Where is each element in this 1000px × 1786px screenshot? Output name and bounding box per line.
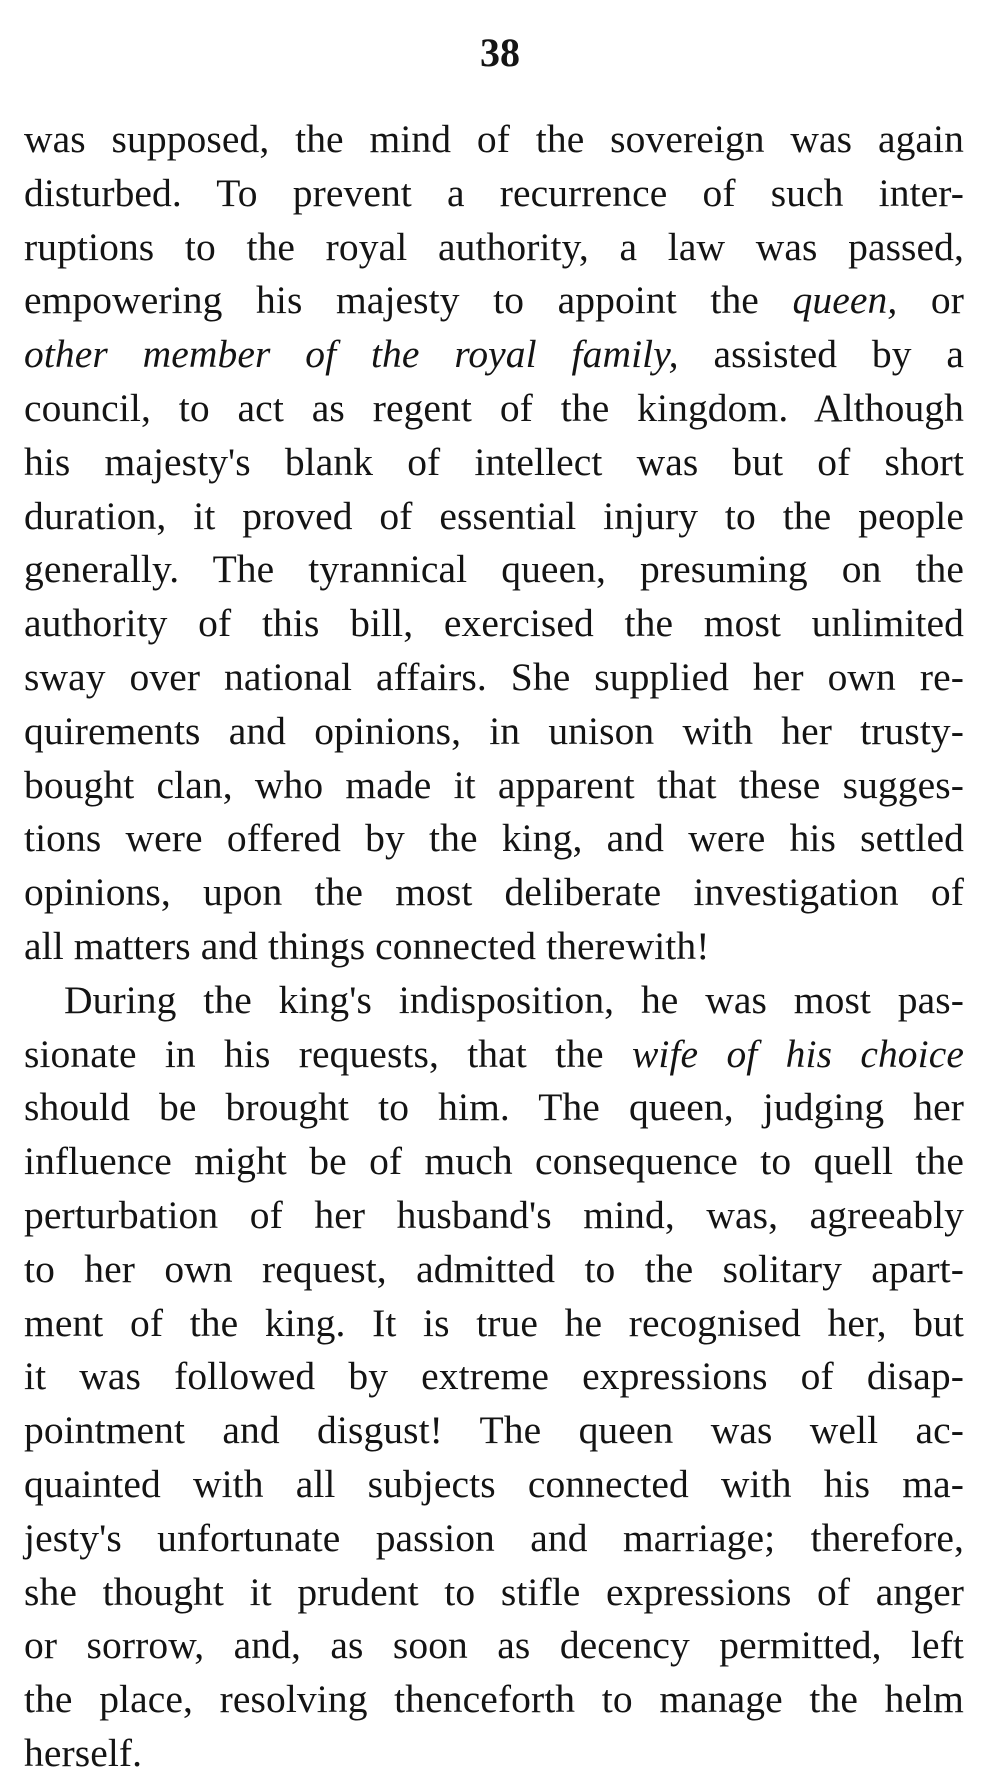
text-segment: it was followed by extreme expressions of disap- <box>24 1354 964 1399</box>
text-line <box>24 651 964 705</box>
text-segment: bought clan, who made it apparent that these sugges- <box>24 762 964 807</box>
text-line <box>24 167 964 221</box>
text-segment: tions were offered by the king, and were his settled <box>24 816 964 861</box>
text-line <box>24 221 964 275</box>
text-line <box>24 1404 964 1458</box>
italic-text: queen, <box>792 278 898 323</box>
text-segment: duration, it proved of essential injury to the people <box>24 493 964 538</box>
text-line <box>24 274 964 328</box>
text-segment: assisted by a <box>678 332 965 377</box>
text-line <box>24 812 964 866</box>
text-line <box>24 866 964 920</box>
text-segment: authority of this bill, exercised the most unlimited <box>24 601 964 646</box>
text-line <box>24 1028 964 1082</box>
text-segment: disturbed. To prevent a recurrence of such inter- <box>24 170 964 215</box>
text-line <box>24 1512 964 1566</box>
text-line <box>24 1350 964 1404</box>
text-segment: all matters and things connected therewith! <box>24 923 710 968</box>
text-segment: perturbation of her husband's mind, was, agreeably <box>24 1192 964 1237</box>
text-segment: quainted with all subjects connected with his ma- <box>24 1461 964 1506</box>
text-segment: During the king's indisposition, he was most pas- <box>64 977 964 1022</box>
text-segment: his majesty's blank of intellect was but of short <box>24 439 964 484</box>
text-segment: generally. The tyrannical queen, presuming on the <box>24 547 964 592</box>
text-segment: ment of the king. It is true he recognised her, but <box>24 1300 964 1345</box>
text-segment: quirements and opinions, in unison with her trusty- <box>24 708 964 753</box>
text-segment: opinions, upon the most deliberate investigation of <box>24 870 964 915</box>
text-line <box>24 543 964 597</box>
text-segment: ruptions to the royal authority, a law was passed, <box>24 224 964 269</box>
text-segment: empowering his majesty to appoint the <box>24 278 793 323</box>
text-segment: should be brought to him. The queen, judging her <box>24 1085 964 1130</box>
text-line <box>24 1243 964 1297</box>
text-line <box>24 490 964 544</box>
text-line <box>24 974 964 1028</box>
text-line <box>24 1619 964 1673</box>
text-segment: influence might be of much consequence to quell the <box>24 1139 964 1184</box>
text-segment: jesty's unfortunate passion and marriage; therefore, <box>24 1515 964 1560</box>
text-line <box>24 436 964 490</box>
text-segment: to her own request, admitted to the solitary apart- <box>24 1246 964 1291</box>
text-line <box>24 1566 964 1620</box>
paragraph <box>24 974 964 1781</box>
text-line <box>24 1458 964 1512</box>
text-line <box>24 705 964 759</box>
text-segment: herself. <box>24 1730 143 1775</box>
body-text <box>24 113 964 1781</box>
text-segment: she thought it prudent to stifle expressions of anger <box>24 1569 964 1614</box>
text-line <box>24 1673 964 1727</box>
text-segment: or <box>897 278 964 323</box>
text-line <box>24 1297 964 1351</box>
text-line <box>24 382 964 436</box>
text-line <box>24 1727 964 1781</box>
text-line <box>24 1189 964 1243</box>
text-segment: sway over national affairs. She supplied her own re- <box>24 654 964 699</box>
text-segment: or sorrow, and, as soon as decency permitted, left <box>24 1623 964 1668</box>
text-line <box>24 328 964 382</box>
text-line <box>24 920 964 974</box>
italic-text: wife of his choice <box>631 1031 964 1076</box>
text-line <box>24 1081 964 1135</box>
text-line <box>24 1135 964 1189</box>
page-number: 38 <box>480 30 520 75</box>
text-segment: the place, resolving thenceforth to manage the helm <box>24 1677 964 1722</box>
text-segment: council, to act as regent of the kingdom. Although <box>24 385 964 430</box>
text-segment: was supposed, the mind of the sovereign was again <box>24 117 964 161</box>
text-line <box>24 113 964 167</box>
text-line <box>24 597 964 651</box>
paragraph <box>24 113 964 974</box>
text-segment: pointment and disgust! The queen was well ac- <box>24 1408 964 1453</box>
text-segment: sionate in his requests, that the <box>24 1031 632 1076</box>
text-line <box>24 759 964 813</box>
italic-text: other member of the royal family, <box>24 332 679 377</box>
